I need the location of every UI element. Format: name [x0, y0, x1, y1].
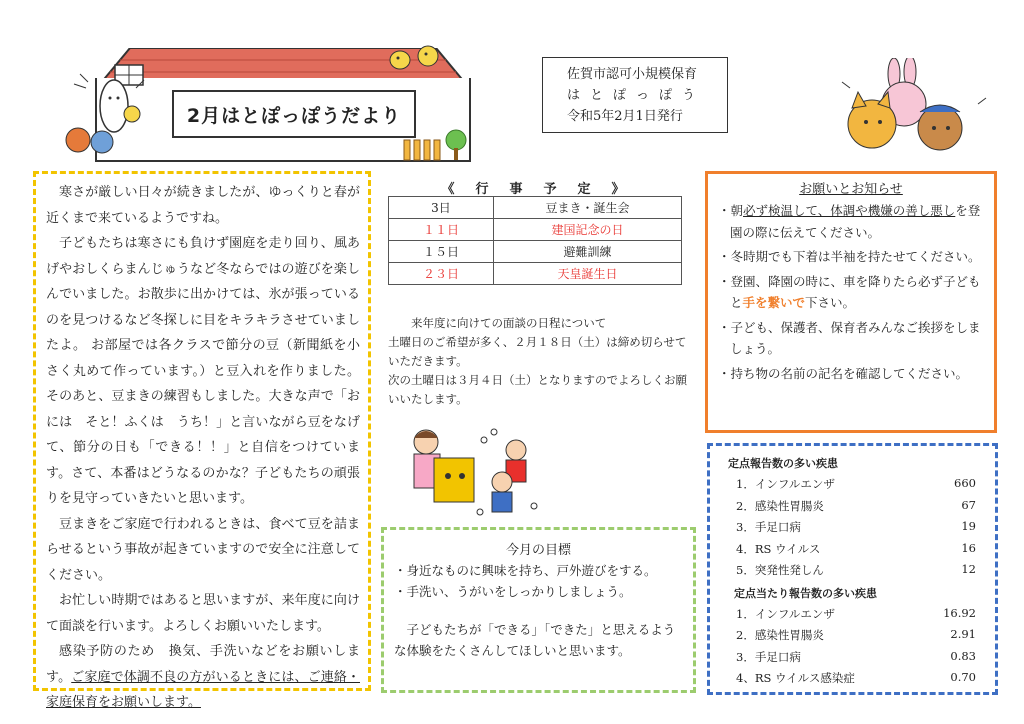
disease-value: 0.83 — [950, 648, 976, 663]
list-item — [736, 541, 976, 563]
disease-name: 3．手足口病 — [736, 520, 801, 534]
disease-heading: 定点当たり報告数の多い疾患 — [734, 586, 877, 600]
disease-name: 5．突発性発しん — [736, 563, 824, 577]
disease-name: 1．インフルエンザ — [736, 477, 835, 491]
list-item — [718, 200, 990, 243]
disease-name: 1．インフルエンザ — [736, 606, 835, 621]
disease-value: 19 — [961, 519, 976, 533]
infection-paragraph — [46, 639, 360, 716]
interview-notice — [388, 314, 688, 409]
event-date: ２３日 — [389, 263, 494, 285]
disease-report — [728, 455, 976, 692]
table-row — [389, 197, 682, 219]
nursery-name: 佐賀市認可小規模保育 — [567, 67, 698, 82]
notice-text: ・朝 — [718, 203, 744, 218]
goal-item: ・身近なものに興味を持ち、戸外遊びをする。 — [394, 563, 657, 578]
disease-value: 12 — [961, 562, 976, 576]
fence-and-tree-illustration — [400, 128, 470, 162]
disease-name: 2．感染性胃腸炎 — [736, 628, 824, 642]
children-characters-illustration — [60, 64, 160, 164]
disease-value: 2.91 — [950, 627, 976, 641]
animal-friends-illustration — [836, 58, 996, 158]
notice-highlight: 手を繋いで — [742, 295, 806, 310]
notice-list — [718, 200, 990, 387]
list-item — [736, 498, 976, 520]
event-name: 建国記念の日 — [494, 219, 682, 241]
event-date: 3日 — [389, 197, 494, 219]
list-item — [736, 649, 976, 671]
events-title: 《 行 事 予 定 》 — [441, 182, 629, 197]
notice-title: お願いとお知らせ — [799, 182, 903, 197]
disease-name: 3．手足口病 — [736, 649, 801, 664]
bird-mascot-illustration — [386, 40, 446, 72]
notice-text: ・登園、降園の時に、車を降りたら必ず子どもと — [718, 273, 981, 310]
disease-heading: 定点報告数の多い疾患 — [728, 457, 838, 470]
notice-text: 下さい。 — [805, 295, 856, 310]
bean-throwing-illustration — [404, 420, 544, 520]
goal-item: ・手洗い、うがいをしっかりしましょう。 — [394, 584, 632, 599]
main-paragraph: 寒さが厳しい日々が続きましたが、ゆっくりと春が近くまで来ているようですね。 — [46, 185, 360, 226]
main-paragraph: 豆まきをご家庭で行われるときは、食べて豆を詰まらせるという事故が起きていますので安全に注意してください。 — [46, 516, 360, 583]
list-item: ・冬時期でも下着は半袖を持たせてください。 — [718, 249, 981, 264]
list-item — [736, 606, 976, 628]
table-row — [389, 219, 682, 241]
table-row — [389, 241, 682, 263]
notice-underlined: 必ず検温して、体調や機嫌の善し悪し — [743, 203, 956, 218]
disease-value: 0.70 — [950, 670, 976, 684]
nursery-title: はとぽっぽう — [567, 88, 706, 103]
interview-line: 次の土曜日は３月４日（土）となりますのでよろしくお願いいたします。 — [388, 373, 687, 406]
interview-heading: 来年度に向けての面談の日程について — [411, 316, 607, 330]
infection-text: 感染予防のため 換気、手洗いなどをお願いします。 — [46, 644, 360, 685]
event-date: １１日 — [389, 219, 494, 241]
list-item — [736, 562, 976, 584]
event-name: 豆まき・誕生会 — [494, 197, 682, 219]
list-item: ・子ども、保護者、保育者みんなご挨拶をしましょう。 — [718, 319, 981, 356]
list-item — [718, 271, 990, 314]
main-paragraph: お忙しい時期ではあると思いますが、来年度に向けて面談を行います。よろしくお願いいたします。 — [46, 593, 360, 634]
issue-date: 令和5年2月1日発行 — [567, 109, 683, 124]
goals-content — [394, 560, 686, 661]
newsletter-title: 2月はとぽっぽうだより — [172, 90, 416, 138]
goals-message: 子どもたちが「できる」「できた」と思えるような体験をたくさんしてほしいと思います。 — [394, 622, 676, 658]
event-date: １５日 — [389, 241, 494, 263]
disease-name: 4．RS ウイルス — [736, 541, 821, 556]
table-row — [389, 263, 682, 285]
disease-value: 660 — [954, 476, 976, 490]
list-item: ・持ち物の名前の記名を確認してください。 — [718, 365, 969, 381]
main-message — [46, 180, 360, 716]
list-item — [736, 519, 976, 541]
disease-value: 16 — [961, 540, 976, 555]
list-item — [736, 670, 976, 692]
notice-text: を登園の際に伝えてください。 — [730, 203, 981, 240]
disease-list — [728, 606, 976, 692]
goals-title: 今月の目標 — [505, 543, 571, 558]
disease-name: 4、RS ウイルス感染症 — [736, 671, 855, 685]
disease-value: 16.92 — [943, 605, 976, 620]
event-name: 天皇誕生日 — [494, 263, 682, 285]
list-item — [736, 476, 976, 498]
disease-list — [728, 476, 976, 584]
disease-name: 2．感染性胃腸炎 — [736, 498, 824, 513]
event-name: 避難訓練 — [494, 241, 682, 263]
disease-value: 67 — [961, 497, 976, 512]
infection-underlined: ご家庭で体調不良の方がいるときには、ご連絡・家庭保育をお願いします。 — [46, 669, 360, 710]
nursery-info-box — [542, 57, 728, 133]
main-paragraph: 子どもたちは寒さにも負けず園庭を走り回り、風あげやおしくらまんじゅうなど冬ならではの遊びを楽しんでいました。お散歩に出かけては、氷が張っているのを見つけるなど冬探しに目をキラキラさせていましたよ。 お部屋では各クラスで節分の豆（新聞紙を小さく丸めて作っています。）と豆入れを作りました。そのあと、豆まきの練習もしました。大きな声で「おには そと！ふくは うち！」と言いながら豆をなげて、節分の日も「できる！！」と自信をつけています。さて、本番はどうなるのかな？子どもたちの頑張りを見守っていきたいと思います。 — [46, 236, 360, 506]
interview-line: 土曜日のご希望が多く、２月１８日（土）は締め切らせていただきます。 — [388, 335, 687, 368]
list-item — [736, 627, 976, 649]
events-table — [388, 196, 682, 285]
